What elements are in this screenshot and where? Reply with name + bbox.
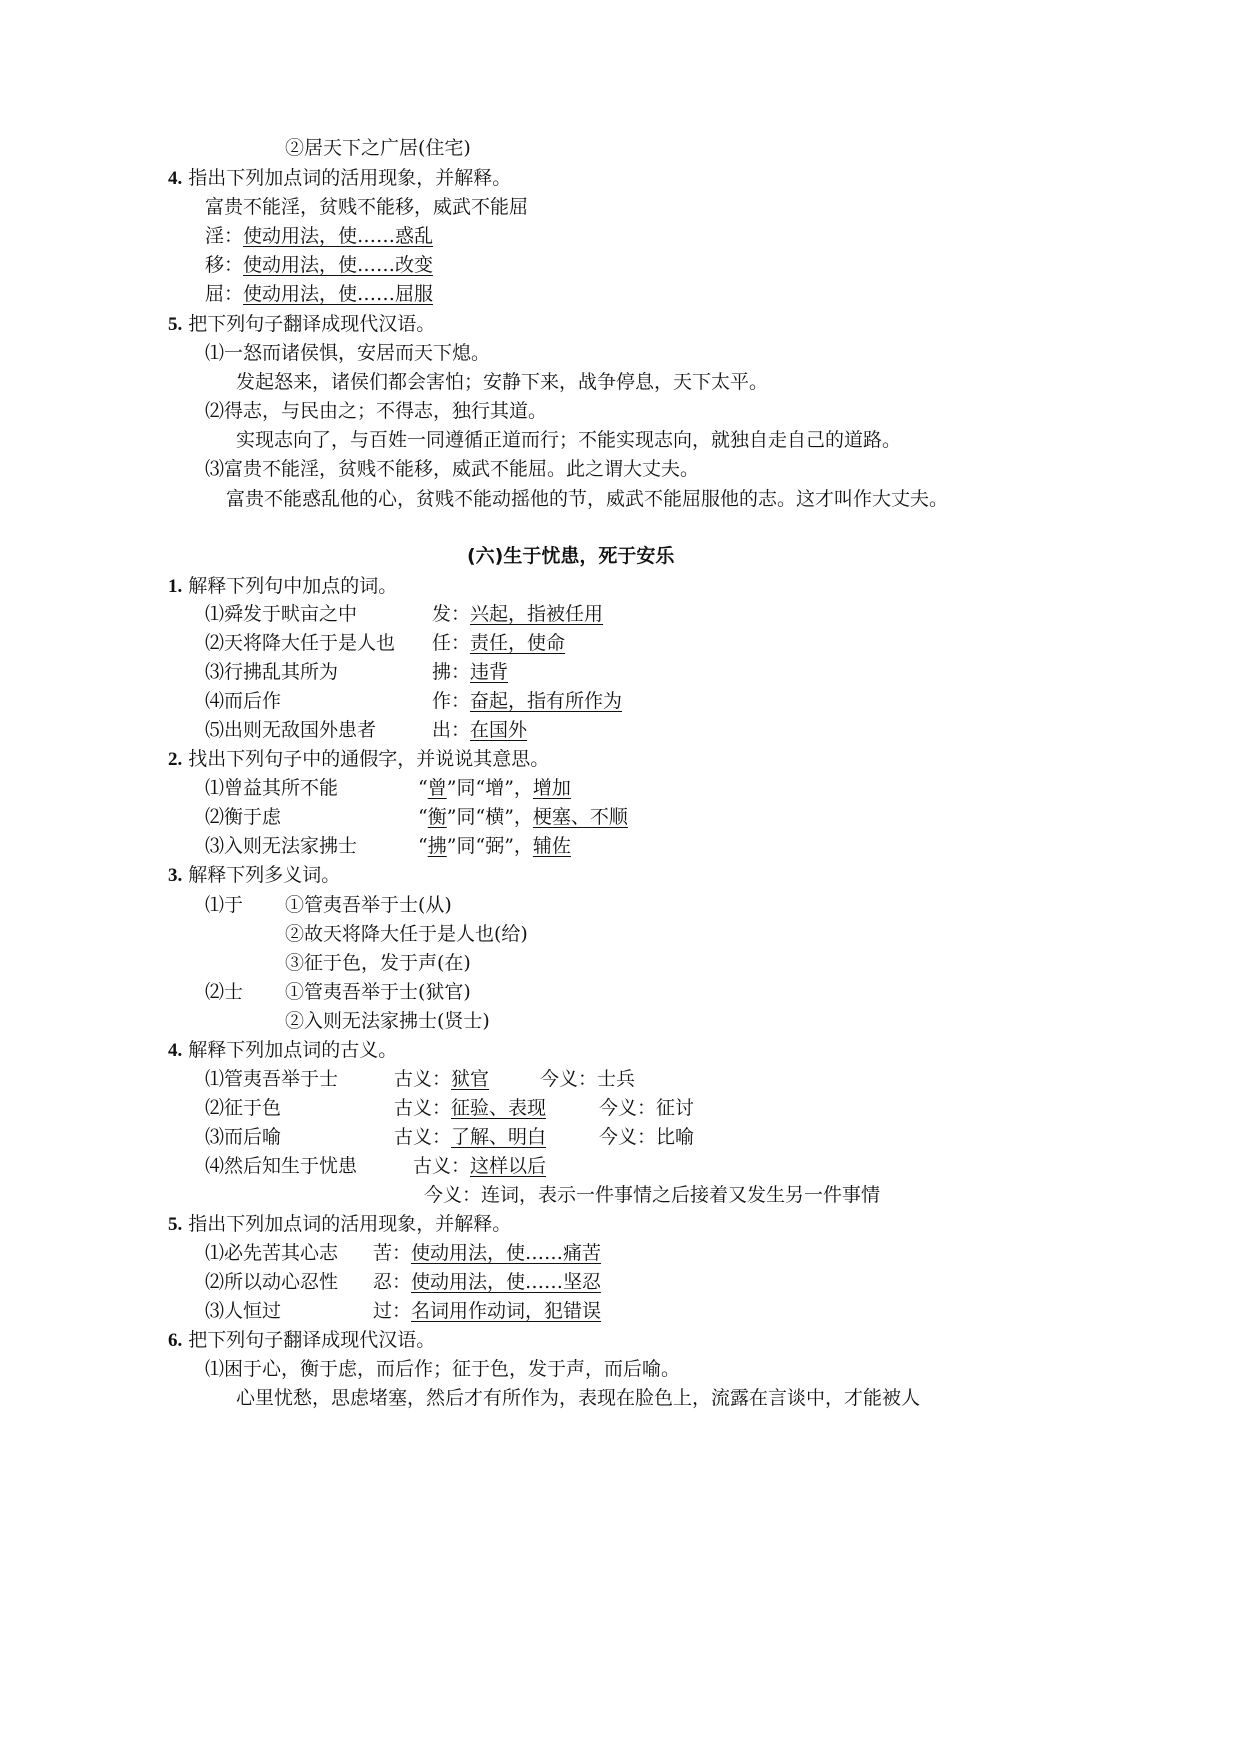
list-item: ⑷然后知生于忧患: [205, 1155, 358, 1177]
list-item: ⑵天将降大任于是人也: [205, 632, 396, 654]
list-item: ⑴必先苦其心志: [205, 1242, 339, 1264]
list-item: ⑶而后喻: [205, 1126, 282, 1148]
modern-meaning: 今义：征讨: [599, 1097, 695, 1119]
answer-line: 淫：使动用法，使……惑乱: [205, 225, 434, 247]
list-item: ⑴曾益其所不能: [205, 777, 339, 799]
question-5-heading: 5. 指出下列加点词的活用现象，并解释。: [168, 1213, 512, 1235]
section-title: (六)生于忧患，死于安乐: [467, 545, 675, 567]
ancient-meaning: 古义：了解、明白: [394, 1126, 547, 1148]
ancient-meaning: 古义：征验、表现: [394, 1097, 547, 1119]
question-3-heading: 3. 解释下列多义词。: [168, 864, 341, 886]
ancient-meaning: 古义：这样以后: [413, 1155, 547, 1177]
modern-meaning: 今义：比喻: [599, 1126, 695, 1148]
answer-line: 过：名词用作动词，犯错误: [373, 1300, 602, 1322]
list-item: ⑵所以动心忍性: [205, 1271, 339, 1293]
polysemy-sense: ②入则无法家拂士(贤士): [285, 1010, 490, 1032]
list-item: ⑴管夷吾举于士: [205, 1068, 339, 1090]
polysemy-sense: ①管夷吾举于士(从): [285, 894, 452, 916]
polysemy-sense: ③征于色，发于声(在): [285, 952, 471, 974]
sentence: 富贵不能淫，贫贱不能移，威武不能屈: [205, 196, 529, 218]
ancient-meaning: 古义：狱官: [394, 1068, 490, 1090]
question-4-heading: 4. 解释下列加点词的古义。: [168, 1039, 398, 1061]
list-item: ⑷而后作: [205, 690, 282, 712]
answer-line: 作：奋起，指有所作为: [432, 690, 623, 712]
modern-meaning: 今义：士兵: [540, 1068, 636, 1090]
translation-answer: 富贵不能惑乱他的心，贫贱不能动摇他的节，威武不能屈服他的志。这才叫作大丈夫。: [226, 488, 949, 510]
translation-question: ⑴困于心，衡于虑，而后作；征于色，发于声，而后喻。: [205, 1358, 681, 1380]
answer-line: 移：使动用法，使……改变: [205, 254, 434, 276]
list-item: ⑶行拂乱其所为: [205, 661, 339, 683]
list-item: ⑸出则无敌国外患者: [205, 719, 377, 741]
list-item: ⑶入则无法家拂士: [205, 835, 358, 857]
translation-question: ⑴一怒而诸侯惧，安居而天下熄。: [205, 342, 491, 364]
answer-line: 发：兴起，指被任用: [432, 603, 604, 625]
question-5-heading: 5. 把下列句子翻译成现代汉语。: [168, 313, 436, 335]
translation-answer: 心里忧愁，思虑堵塞，然后才有所作为，表现在脸色上，流露在言谈中，才能被人: [236, 1387, 921, 1409]
translation-question: ⑶富贵不能淫，贫贱不能移，威武不能屈。此之谓大丈夫。: [205, 458, 700, 480]
polysemy-sense: ①管夷吾举于士(狱官): [285, 981, 471, 1003]
modern-meaning: 今义：连词，表示一件事情之后接着又发生另一件事情: [424, 1184, 881, 1206]
list-item: ⑵衡于虑: [205, 806, 282, 828]
answer-line: “曾”同“增”，增加: [418, 777, 571, 799]
translation-answer: 实现志向了，与百姓一同遵循正道而行；不能实现志向，就独自走自己的道路。: [236, 429, 902, 451]
polysemy-label: ⑵士: [205, 981, 244, 1003]
list-item: ⑴舜发于畎亩之中: [205, 603, 358, 625]
polysemy-sense: ②居天下之广居(住宅): [285, 137, 471, 159]
answer-line: 屈：使动用法，使……屈服: [205, 283, 434, 305]
question-6-heading: 6. 把下列句子翻译成现代汉语。: [168, 1329, 436, 1351]
answer-line: 任：责任，使命: [432, 632, 566, 654]
polysemy-sense: ②故天将降大任于是人也(给): [285, 923, 528, 945]
polysemy-label: ⑴于: [205, 894, 244, 916]
translation-answer: 发起怒来，诸侯们都会害怕；安静下来，战争停息，天下太平。: [236, 371, 769, 393]
answer-line: “拂”同“弼”，辅佐: [418, 835, 571, 857]
answer-line: 忍：使动用法，使……坚忍: [373, 1271, 602, 1293]
answer-line: 拂：违背: [432, 661, 509, 683]
question-2-heading: 2. 找出下列句子中的通假字，并说说其意思。: [168, 748, 550, 770]
answer-line: 出：在国外: [432, 719, 528, 741]
answer-line: 苦：使动用法，使……痛苦: [373, 1242, 602, 1264]
translation-question: ⑵得志，与民由之；不得志，独行其道。: [205, 400, 548, 422]
list-item: ⑵征于色: [205, 1097, 282, 1119]
question-4-heading: 4. 指出下列加点词的活用现象，并解释。: [168, 167, 512, 189]
list-item: ⑶人恒过: [205, 1300, 282, 1322]
answer-line: “衡”同“横”，梗塞、不顺: [418, 806, 628, 828]
question-1-heading: 1. 解释下列句中加点的词。: [168, 575, 398, 597]
